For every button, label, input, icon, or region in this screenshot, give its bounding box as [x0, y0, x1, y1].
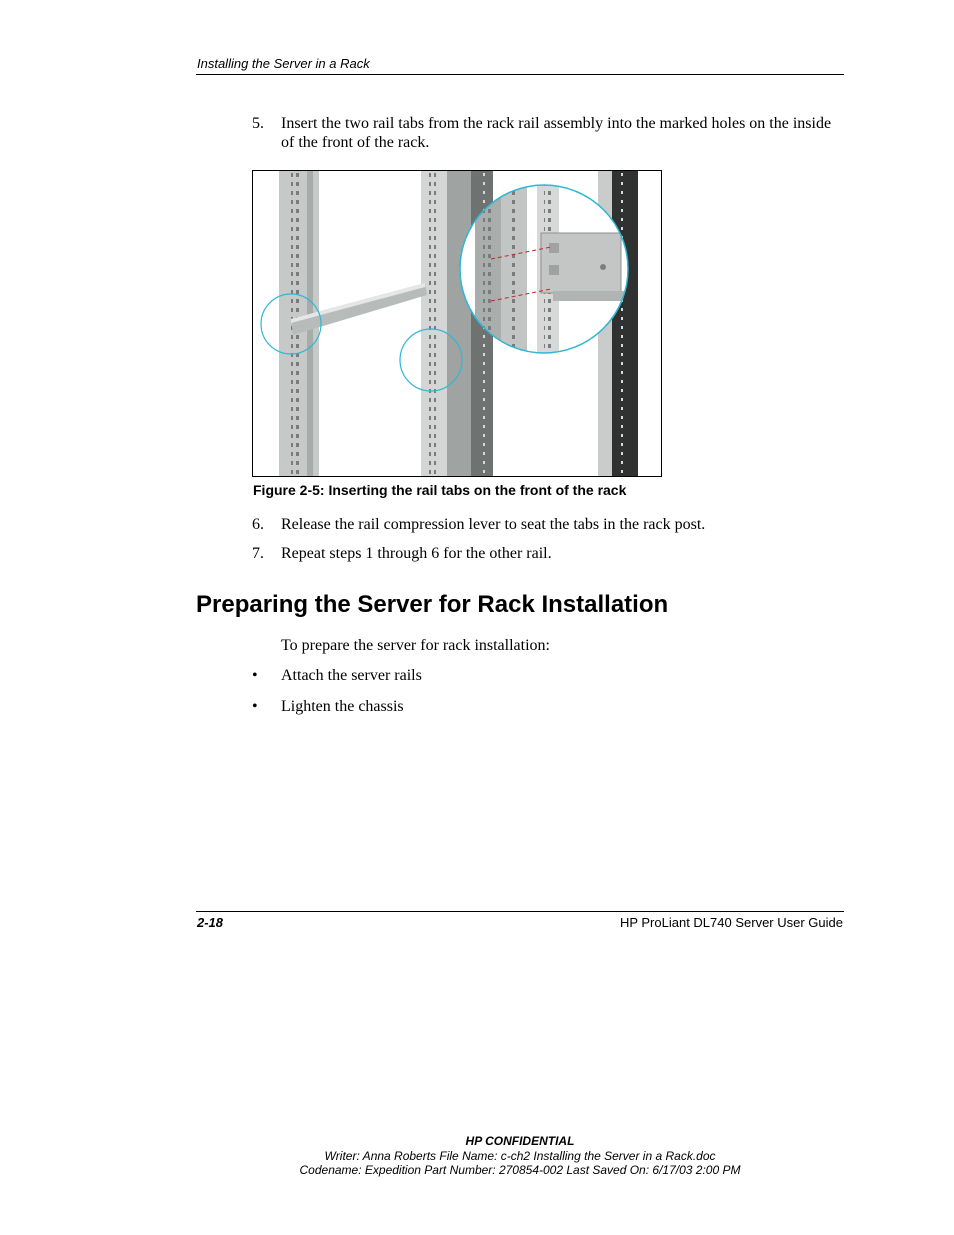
rack-rail-illustration	[253, 171, 661, 476]
confidential-writer-line: Writer: Anna Roberts File Name: c-ch2 Installing the Server in a Rack.doc	[324, 1149, 716, 1163]
confidential-label: HP CONFIDENTIAL	[465, 1134, 575, 1148]
step-number: 6.	[252, 516, 264, 533]
bullet-text: Attach the server rails	[281, 667, 422, 684]
rack-rail-figure	[252, 170, 662, 477]
bullet-symbol: •	[252, 698, 258, 715]
figure-caption: Figure 2-5: Inserting the rail tabs on the front of the rack	[253, 482, 627, 498]
step-number: 5.	[252, 115, 264, 132]
step-text: Insert the two rail tabs from the rack rail assembly into the marked holes on the inside of the front of the rack.	[281, 115, 832, 151]
step-text: Release the rail compression lever to seat the tabs in the rack post.	[281, 516, 706, 533]
bullet-text: Lighten the chassis	[281, 698, 404, 715]
step-number: 7.	[252, 545, 264, 562]
header-rule	[196, 74, 844, 75]
step-text: Repeat steps 1 through 6 for the other rail.	[281, 545, 552, 562]
footer-rule	[196, 911, 844, 912]
bullet-symbol: •	[252, 667, 258, 684]
confidential-codename-line: Codename: Expedition Part Number: 270854-002 Last Saved On: 6/17/03 2:00 PM	[299, 1163, 741, 1177]
section-heading: Preparing the Server for Rack Installation	[196, 591, 669, 618]
section-intro: To prepare the server for rack installation:	[281, 637, 550, 654]
running-header: Installing the Server in a Rack	[197, 56, 370, 71]
guide-title: HP ProLiant DL740 Server User Guide	[619, 915, 843, 930]
page-number: 2-18	[197, 915, 224, 930]
